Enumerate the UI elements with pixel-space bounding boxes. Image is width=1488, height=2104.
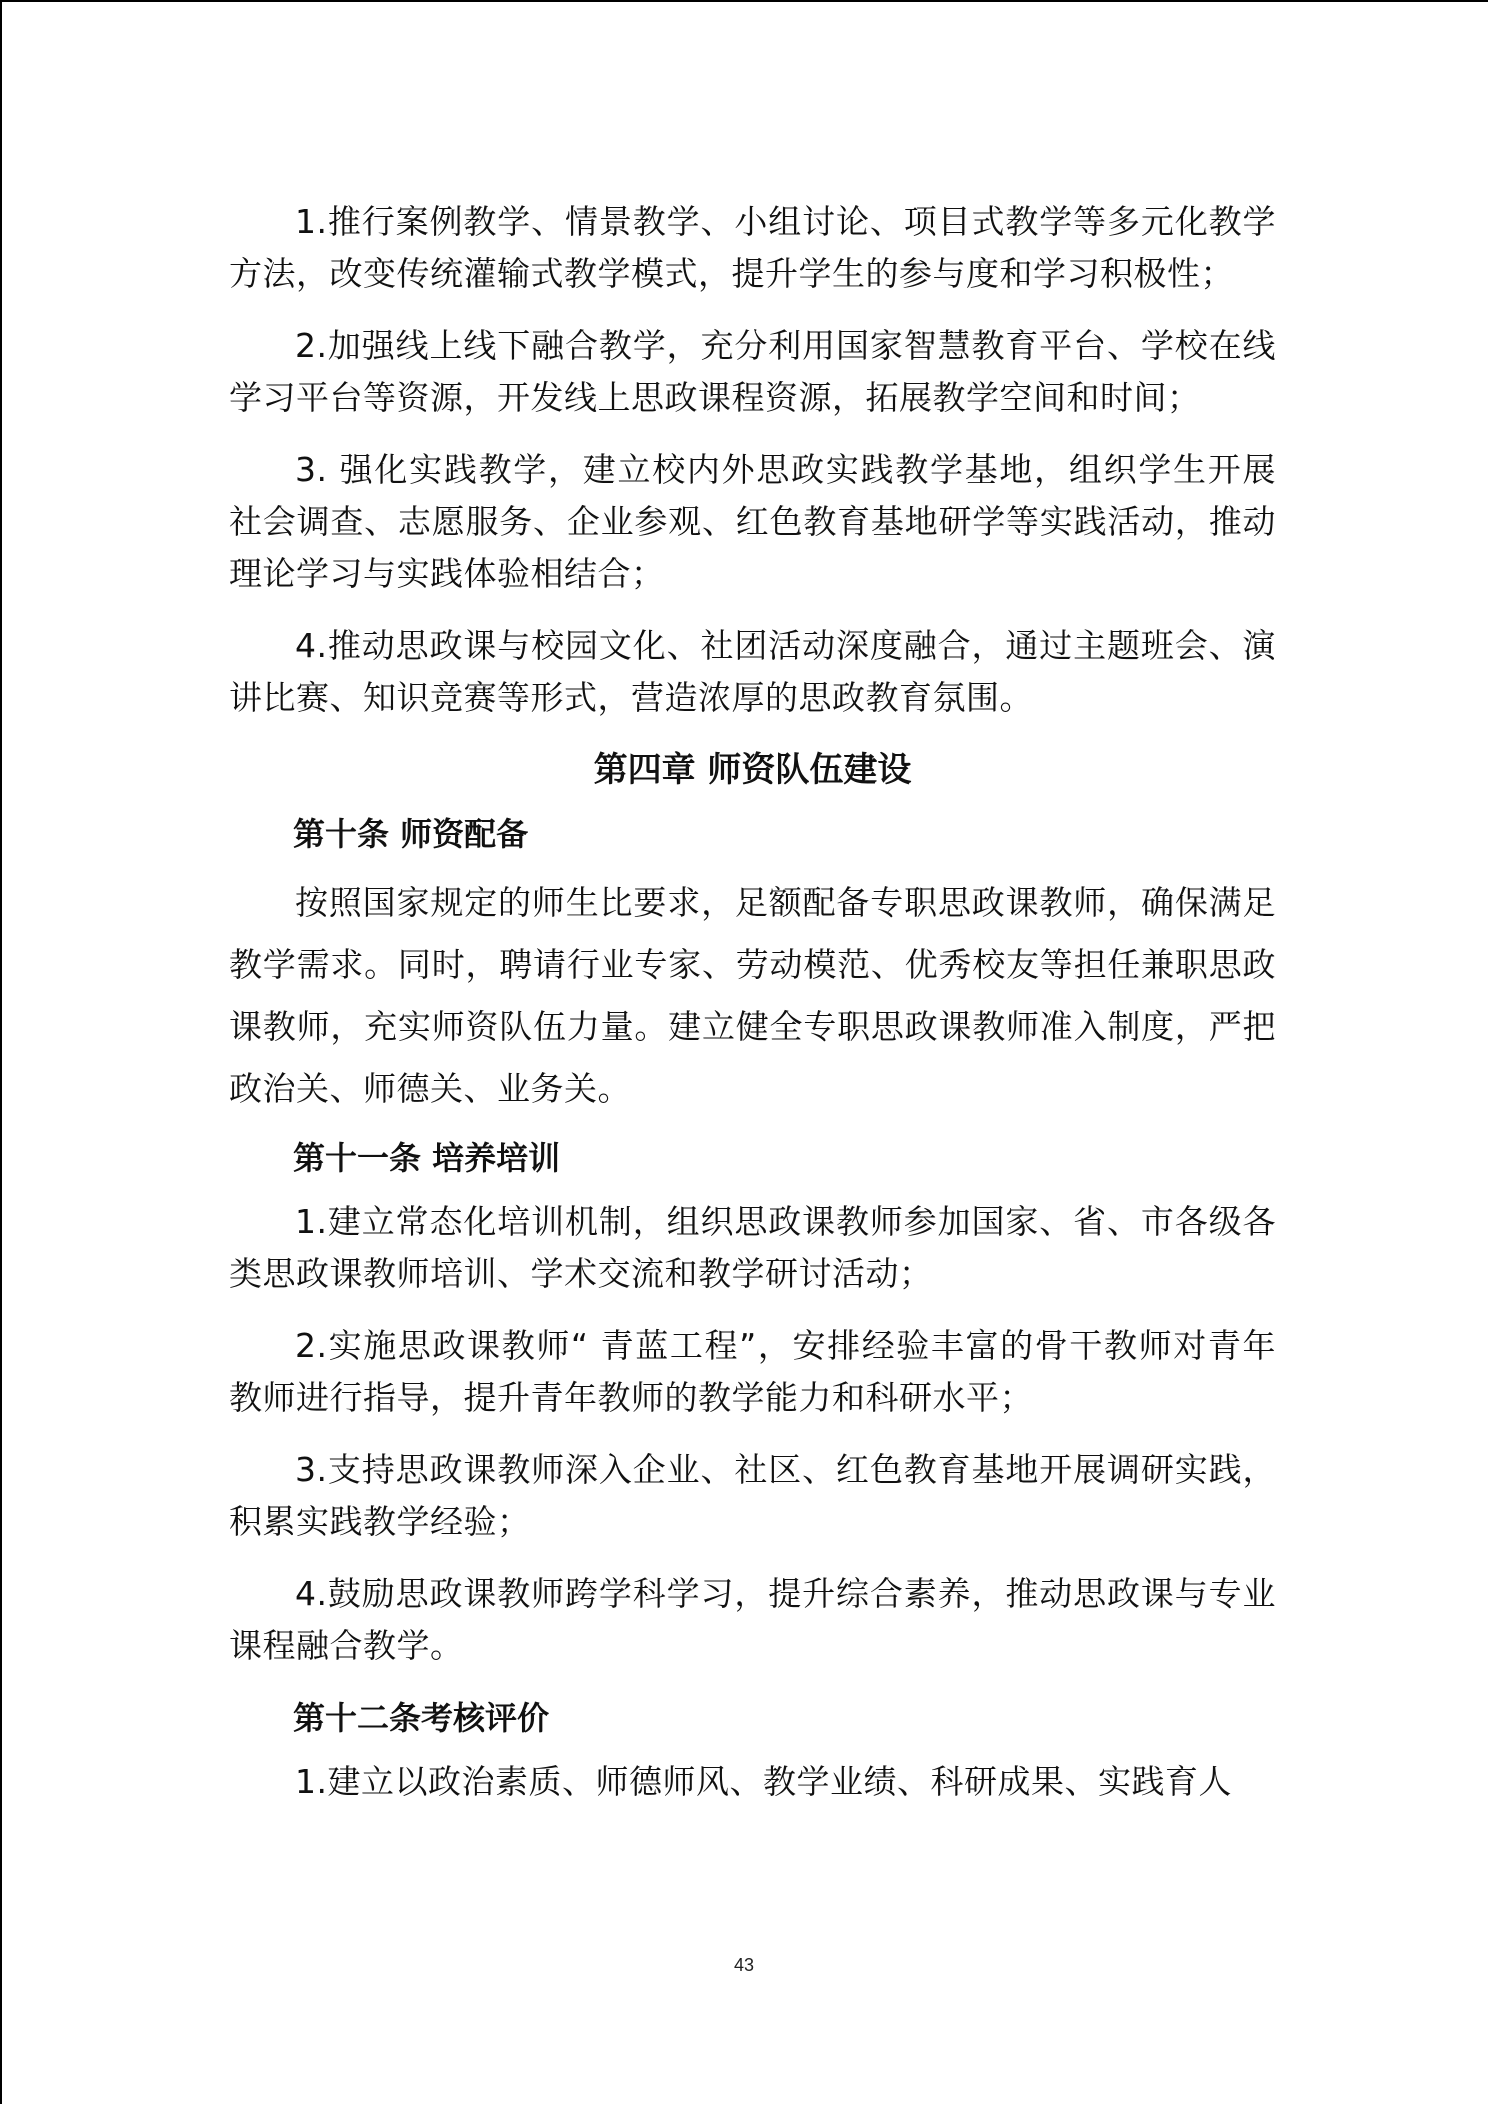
article-heading-evaluation: 第十二条考核评价 [293,1699,550,1737]
paragraph-training-mechanism: 1.建立常态化培训机制，组织思政课教师参加国家、省、市各级各类思政课教师培训、学术交流和教学研讨活动； [229,1202,1276,1293]
paragraph-teaching-methods: 1.推行案例教学、情景教学、小组讨论、项目式教学等多元化教学方法，改变传统灌输式教学模式，提升学生的参与度和学习积极性； [229,202,1276,293]
paragraph-practice-teaching: 3. 强化实践教学，建立校内外思政实践教学基地，组织学生开展社会调查、志愿服务、企业参观、红色教育基地研学等实践活动，推动理论学习与实践体验相结合； [229,450,1276,593]
paragraph-interdisciplinary: 4.鼓励思政课教师跨学科学习，提升综合素养，推动思政课与专业课程融合教学。 [229,1574,1276,1665]
page-number: 43 [733,1955,755,1975]
paragraph-evaluation-system: 1.建立以政治素质、师德师风、教学业绩、科研成果、实践育人 [295,1762,1232,1801]
article-heading-training: 第十一条 培养培训 [293,1139,561,1177]
paragraph-field-research: 3.支持思政课教师深入企业、社区、红色教育基地开展调研实践，积累实践教学经验； [229,1450,1276,1541]
paragraph-staffing: 按照国家规定的师生比要求，足额配备专职思政课教师，确保满足教学需求。同时，聘请行业专家、劳动模范、优秀校友等担任兼职思政课教师，充实师资队伍力量。建立健全专职思政课教师准入制度，严把政治关、师德关、业务关。 [229,883,1276,1108]
paragraph-online-offline: 2.加强线上线下融合教学，充分利用国家智慧教育平台、学校在线学习平台等资源，开发线上思政课程资源，拓展教学空间和时间； [229,326,1276,417]
paragraph-campus-culture: 4.推动思政课与校园文化、社团活动深度融合，通过主题班会、演讲比赛、知识竞赛等形式，营造浓厚的思政教育氛围。 [229,626,1276,717]
chapter-heading: 第四章 师资队伍建设 [593,750,912,790]
article-heading-staffing: 第十条 师资配备 [293,815,529,853]
document-body [229,196,1276,1828]
paragraph-mentoring: 2.实施思政课教师“ 青蓝工程”，安排经验丰富的骨干教师对青年教师进行指导，提升青年教师的教学能力和科研水平； [229,1326,1276,1417]
